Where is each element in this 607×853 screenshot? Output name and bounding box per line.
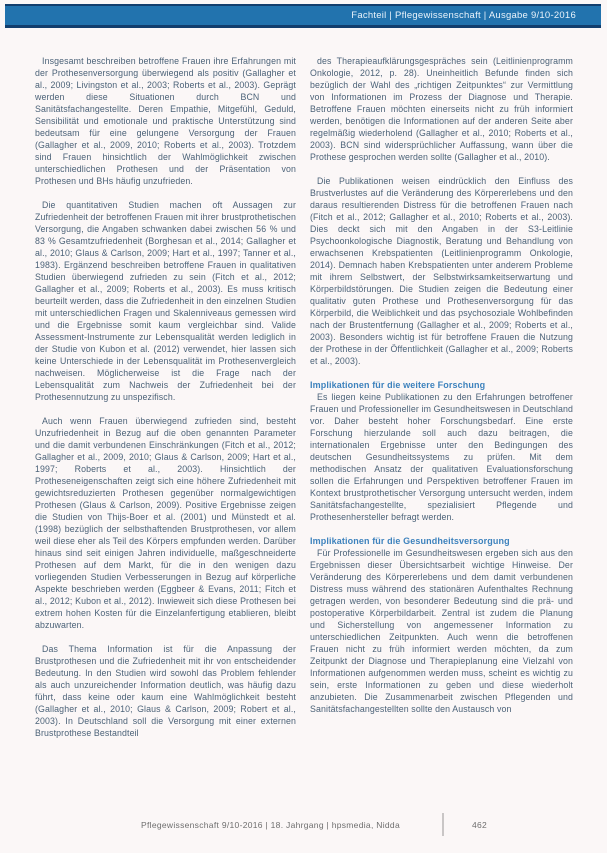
paragraph: Es liegen keine Publikationen zu den Erfahrungen betroffener Frauen und Professioneller im Gesundheitswesen in Deutschland vor. Daher besteht hoher Forschungsbedarf. Eine erste Forschung hierzulande soll auch dazu beitragen, die internationalen Ergebnisse unter den Bedingungen des deutschen Gesundheitssystems zu prüfen. Mit dem methodischen Ansatz der qualitativen Evaluationsforschung sollen die Erfahrungen und Perspektiven betroffener Frauen im Kontext brustprothetischer Versorgung untersucht werden, indem Sanitätsfachangestellte, spezialisiert Pflegende und Prothesenhersteller befragt werden. bbox=[310, 392, 573, 522]
section-heading-healthcare: Implikationen für die Gesundheitsversorgung bbox=[310, 536, 510, 546]
footer-journal-line: Pflegewissenschaft 9/10-2016 | 18. Jahrgang | hpsmedia, Nidda bbox=[141, 820, 400, 830]
section-heading-research: Implikationen für die weitere Forschung bbox=[310, 380, 486, 390]
left-column bbox=[35, 55, 296, 739]
right-column bbox=[310, 55, 573, 715]
header-title: Fachteil | Pflegewissenschaft | Ausgabe 9/10-2016 bbox=[351, 10, 576, 21]
footer-divider bbox=[442, 813, 444, 836]
paragraph: des Therapieaufklärungsgespräches sein (Leitlinienprogramm Onkologie, 2012, p. 28). Uneinheitlich Befunde finden sich bezüglich der Wahl des „richtigen Zeitpunktes“ zur Vermittlung von Informationen im Prozess der Diagnose und Therapie. Betroffene Frauen möchten einerseits nicht zu früh informiert werden, benötigen die Informationen auf der anderen Seite aber regelmäßig wiederholend (Gallagher et al., 2010; Roberts et al., 2003). BCN sind widersprüchlicher Auffassung, wann über die Prothese gesprochen werden sollte (Gallagher et al., 2010). bbox=[310, 56, 573, 162]
paragraph: Die quantitativen Studien machen oft Aussagen zur Zufriedenheit der betroffenen Frauen mit ihrer brustprothetischen Versorgung, die Angaben schwanken dabei zwischen 56 % und 83 % Gesamtzufriedenheit (Borghesan et al., 2014; Gallagher et al., 2010; Glaus & Carlson, 2009; Hart et al., 1997; Tanner et al., 1983). Ergänzend beschreiben betroffene Frauen in qualitativen Studien überwiegend zufrieden zu sein (Fitch et al., 2012; Gallagher et al., 2009; Roberts et al., 2003). Es muss kritisch beurteilt werden, dass die Zufriedenheit in den einzelnen Studien mit unterschiedlichen Fragen und Skalenniveaus gemessen wird und die Ergebnisse somit kaum vergleichbar sind. Valide Assessment-Instrumente zur Lebensqualität werden lediglich in der Studie von Kubon et al. (2012) verwendet, hier lassen sich keine Unterschiede in der Lebensqualität im Prothesenvergleich nachweisen. Möglicherweise ist die Frage nach der Lebensqualität zum Nachweis der Zufriedenheit bei der Prothesennutzung zu unspezifisch. bbox=[35, 200, 296, 402]
paragraph: Insgesamt beschreiben betroffene Frauen ihre Erfahrungen mit der Prothesenversorgung überwiegend als positiv (Gallagher et al., 2009; Livingston et al., 2003; Roberts et al., 2003). Geprägt werden diese Situationen durch BCN und Sanitätsfachangestellte. Deren Empathie, Mitgefühl, Geduld, Sensibilität und emotionale und praktische Unterstützung sind bedeutsam für eine gelungene Versorgung der Frauen (Gallagher et al., 2009, 2010; Roberts et al., 2003). Trotzdem sind Frauen hinsichtlich der Wahlmöglichkeit zwischen unterschiedlichen Prothesen und der Präsentation von Prothesen und BHs häufig unzufrieden. bbox=[35, 56, 296, 186]
paragraph: Auch wenn Frauen überwiegend zufrieden sind, besteht Unzufriedenheit in Bezug auf die oben genannten Parameter und die damit verbundenen Einschränkungen (Fitch et al., 2012; Gallagher et al., 2009, 2010; Glaus & Carlson, 2009; Hart et al., 1997; Roberts et al., 2003). Hinsichtlich der Protheseneigenschaften zeigt sich eine höhere Zufriedenheit mit gewichtsreduzierten Prothesen gegenüber normalgewichtigen Prothesen (Glaus & Carlson, 2009). Positive Ergebnisse zeigen die Studien von Thijs-Boer et al. (2001) und Münstedt et al. (1998) bezüglich der selbsthaftenden Brustprothesen, vor allem weil diese eher als Teil des Körpers empfunden werden. Darüber hinaus sind seit einigen Jahren individuelle, maßgeschneiderte Prothesen auf dem Markt, für die in den wenigen dazu vorliegenden Studien Verbesserungen in Bezug auf körperliche Aspekte beschrieben werden (Eggbeer & Evans, 2011; Fitch et al., 2012; Kubon et al., 2012). Inwieweit sich diese Prothesen bei extrem hohen Kosten für die Einzelanfertigung etablieren, bleibt abzuwarten. bbox=[35, 416, 296, 630]
header-bar bbox=[5, 4, 601, 28]
paragraph: Das Thema Information ist für die Anpassung der Brustprothesen und die Zufriedenheit mit ihr von entscheidender Bedeutung. In den Studien wird sowohl das Problem fehlender als auch unzureichender Information deutlich, was häufig dazu führt, dass keine oder kaum eine Wahlmöglichkeit besteht (Gallagher et al., 2010; Glaus & Carlson, 2009; Robert et al., 2003). In Deutschland soll die Versorgung mit einer externen Brustprothese Bestandteil bbox=[35, 644, 296, 738]
paragraph: Für Professionelle im Gesundheitswesen ergeben sich aus den Ergebnissen dieser Übersichtsarbeit wichtige Hinweise. Der Veränderung des Körpererlebens und dem damit verbundenen Distress muss während des stationären Aufenthaltes Rechnung getragen werden, von besonderer Bedeutung sind die prä- und postoperative Körperbildarbeit. Zentral ist zudem die Planung und Sicherstellung von angemessener Information zu unterschiedlichen Zeitpunkten. Auch wenn die betroffenen Frauen nicht zu früh informiert werden möchten, da zum Zeitpunkt der Diagnose und Therapieplanung eine Vielzahl von Informationen aufgenommen werden muss, scheint es wichtig zu sein, erste Informationen zu geben und diese wiederholt anzubieten. Die Zusammenarbeit zwischen Pflegenden und Sanitätsfachangestellten sollte den Austausch von bbox=[310, 548, 573, 714]
page-number: 462 bbox=[472, 820, 488, 830]
paragraph: Die Publikationen weisen eindrücklich den Einfluss des Brustverlustes auf die Veränderung des Körpererlebens und den daraus resultierenden Distress für die betroffenen Frauen nach (Fitch et al., 2012; Gallagher et al., 2010; Roberts et al., 2003). Dies deckt sich mit den Angaben in der S3-Leitlinie Psychoonkologische Diagnostik, Beratung und Behandlung von erwachsenen Krebspatienten (Leitlinienprogramm Onkologie, 2014). Demnach haben Krebspatienten unter anderem Probleme mit ihrem Selbstwert, der Selbstwirksamkeitserwartung und Körperbildstörungen. Die Studien zeigen die Bedeutung einer qualitativ guten Prothese und Prothesenversorgung für das Körperbild, die Weiblichkeit und das psychosoziale Wohlbefinden nach der Brustentfernung (Gallagher et al., 2009; Roberts et al., 2003). Besonders wichtig ist für betroffene Frauen die Nutzung der Prothese in der Öffentlichkeit (Gallagher et al., 2009; Roberts et al., 2003). bbox=[310, 176, 573, 366]
